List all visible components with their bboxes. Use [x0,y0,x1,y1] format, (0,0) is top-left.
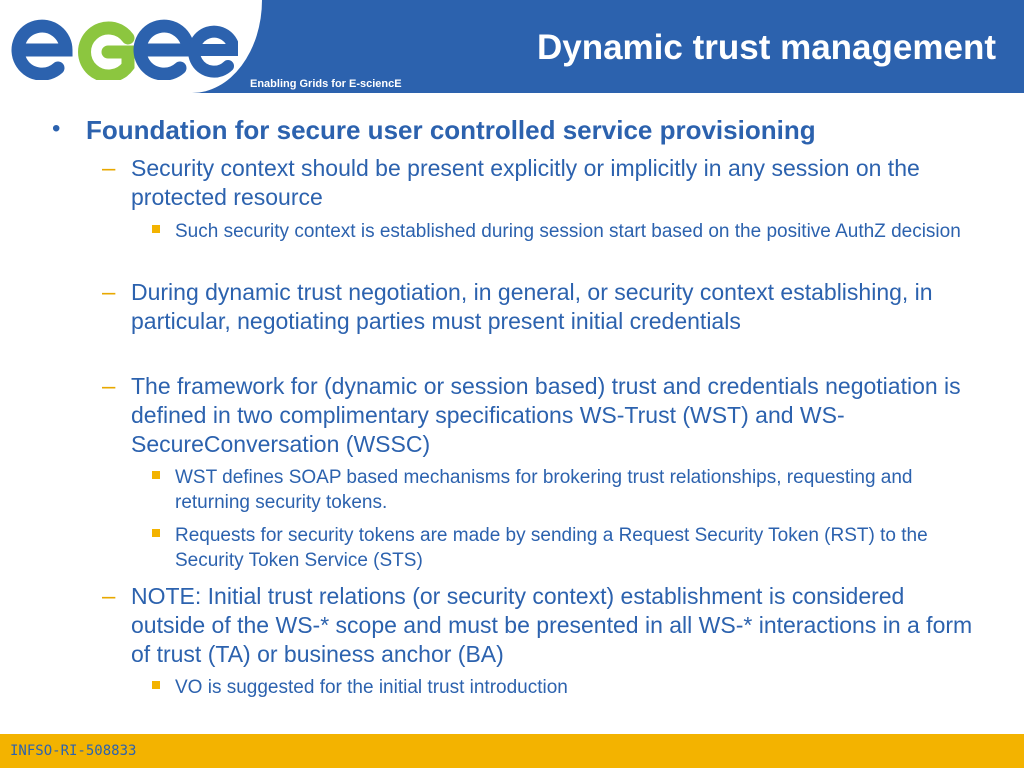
dash-marker-icon: – [102,373,116,400]
bullet-level2 [102,582,982,669]
bullet-level3 [152,523,962,573]
bullet-text: During dynamic trust negotiation, in general, or security context establishing, in particular, negotiating parties must present initial credentials [131,279,933,334]
bullet-dot-icon: • [52,115,61,142]
bullet-text: The framework for (dynamic or session based) trust and credentials negotiation is defined in two complimentary specifications WS-Trust (WST) and WS-SecureConversation (WSSC) [131,373,961,457]
bullet-text: WST defines SOAP based mechanisms for brokering trust relationships, requesting and returning security tokens. [175,467,913,513]
bullet-level3 [152,675,962,700]
dash-marker-icon: – [102,155,116,182]
footer-project-id: INFSO-RI-508833 [10,743,137,759]
bullet-level2 [102,278,982,336]
bullet-level2 [102,372,982,459]
square-bullet-icon [152,681,160,689]
footer-bar [0,734,1024,768]
bullet-text: Requests for security tokens are made by sending a Request Security Token (RST) to the Security Token Service (STS) [175,525,928,571]
bullet-text: Such security context is established during session start based on the positive AuthZ decision [175,221,961,242]
slide-title: Dynamic trust management [536,28,996,67]
square-bullet-icon [152,225,160,233]
bullet-text: NOTE: Initial trust relations (or security context) establishment is considered outside of the WS-* scope and must be presented in all WS-* interactions in a form of trust (TA) or business anchor (BA) [131,583,973,667]
bullet-text: Foundation for secure user controlled service provisioning [86,115,816,145]
bullet-level3 [152,219,962,244]
tagline: Enabling Grids for E-sciencE [250,78,402,90]
bullet-level2 [102,154,982,212]
square-bullet-icon [152,529,160,537]
bullet-text: Security context should be present explicitly or implicitly in any session on the protected resource [131,155,920,210]
dash-marker-icon: – [102,279,116,306]
bullet-level3 [152,465,962,515]
bullet-text: VO is suggested for the initial trust introduction [175,677,568,698]
dash-marker-icon: – [102,583,116,610]
square-bullet-icon [152,471,160,479]
bullet-level1 [52,115,1002,145]
